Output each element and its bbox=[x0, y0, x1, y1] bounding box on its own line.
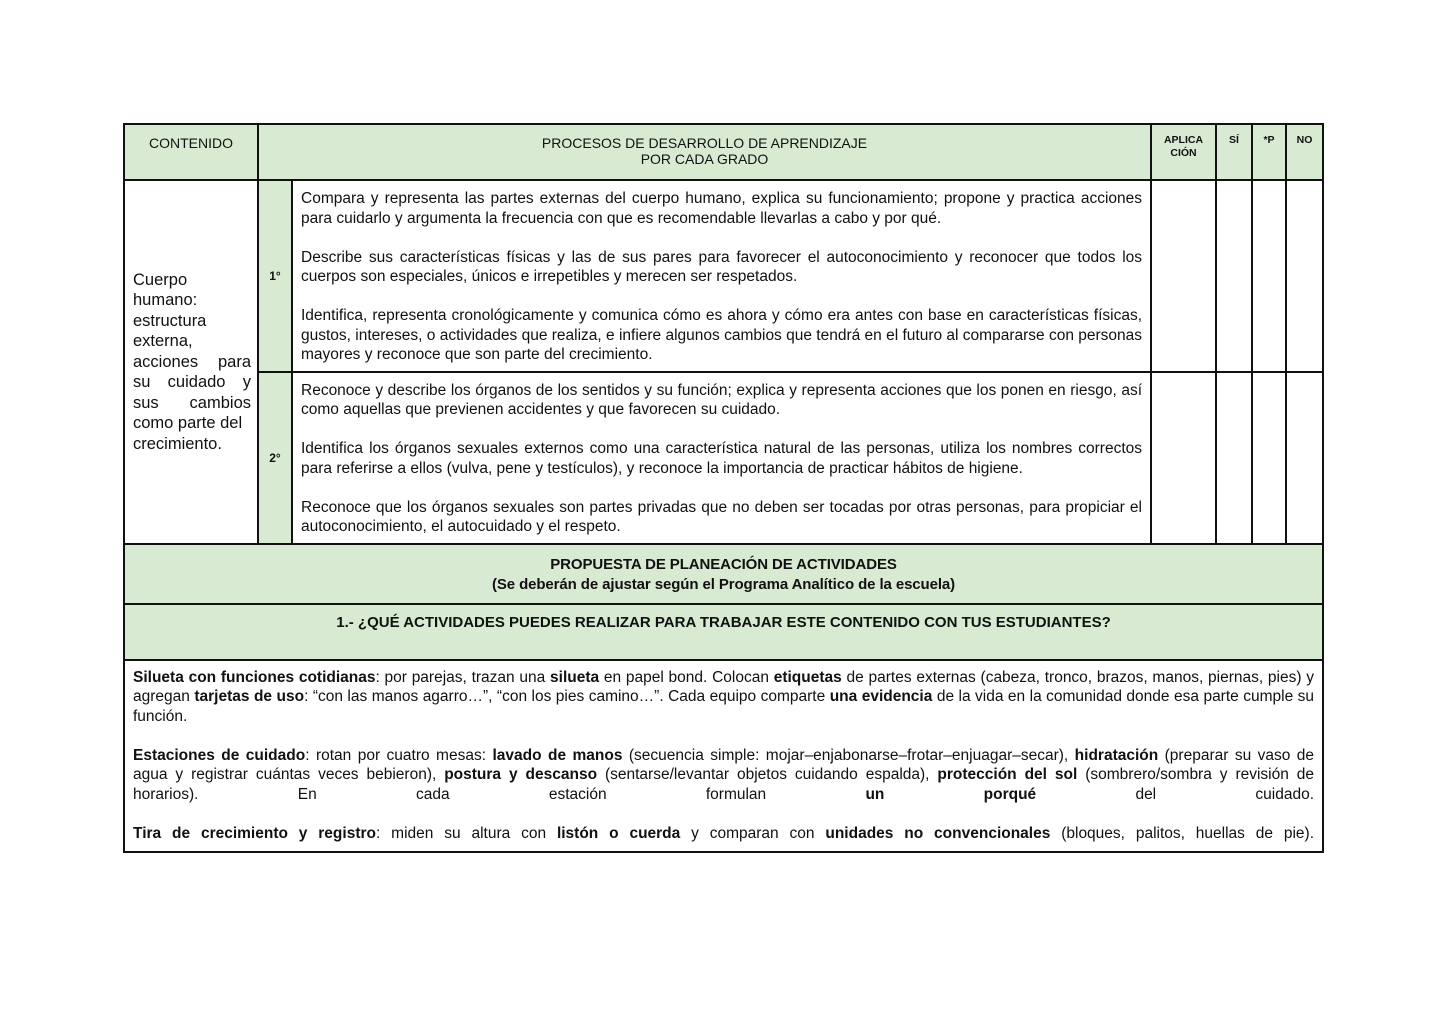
process-item: Compara y representa las partes externas del cuerpo humano, explica su funcionamiento; propone y practica acciones para cuidarlo y argumenta la frecuencia con que es recomendable llevarlas a cabo y por qué. bbox=[301, 190, 1143, 227]
header-p: *P bbox=[1252, 124, 1286, 180]
activity-text: : rotan por cuatro mesas: bbox=[305, 746, 493, 764]
activity-keyword: postura y descanso bbox=[444, 766, 598, 783]
header-aplicacion-line1: APLICA bbox=[1163, 134, 1204, 146]
processes-grade-1 bbox=[292, 180, 1151, 372]
activity-keyword: una evidencia bbox=[829, 688, 933, 705]
header-procesos-line2: POR CADA GRADO bbox=[640, 151, 769, 167]
activity-text: : por parejas, trazan una bbox=[375, 668, 551, 686]
aplicacion-cell-grade-1[interactable] bbox=[1151, 180, 1216, 372]
process-item: Reconoce que los órganos sexuales son partes privadas que no deben ser tocadas por otras personas, para propiciar el autoconocimiento, el autocuidado y el respeto. bbox=[301, 498, 1143, 535]
activity-text: (bloques, palitos, huellas de pie). bbox=[1050, 824, 1315, 842]
contenido-line: humano: bbox=[133, 291, 198, 309]
activity-keyword: tarjetas de uso bbox=[194, 688, 305, 705]
si-cell-grade-1[interactable] bbox=[1216, 180, 1252, 372]
planning-document bbox=[123, 123, 1322, 853]
activity-keyword: silueta bbox=[550, 668, 600, 686]
activity-keyword: etiquetas bbox=[773, 668, 842, 686]
planeacion-header bbox=[124, 544, 1323, 604]
contenido-cell bbox=[124, 180, 258, 544]
no-cell-grade-2[interactable] bbox=[1286, 372, 1323, 544]
activity-text: del cuidado. bbox=[1036, 785, 1315, 803]
activity-item bbox=[133, 746, 1314, 805]
contenido-line: externa, bbox=[133, 332, 193, 350]
activity-keyword: Silueta con funciones cotidianas bbox=[133, 668, 376, 686]
contenido-line: estructura bbox=[133, 311, 207, 330]
grade-label-1: 1° bbox=[258, 180, 292, 372]
contenido-line: su cuidado y bbox=[133, 373, 251, 391]
header-aplicacion-line2: CIÓN bbox=[1170, 147, 1197, 159]
planning-table bbox=[123, 123, 1324, 853]
activity-keyword: protección del sol bbox=[937, 766, 1078, 783]
header-no: NO bbox=[1286, 124, 1323, 180]
activity-item bbox=[133, 668, 1314, 727]
planeacion-title: PROPUESTA DE PLANEACIÓN DE ACTIVIDADES bbox=[550, 555, 897, 573]
activity-text: de partes externas (cabeza, tronco, brazos, manos, piernas, pies) y agregan bbox=[133, 668, 1314, 705]
grade-row-1 bbox=[124, 180, 1323, 372]
header-procesos bbox=[258, 124, 1151, 180]
grade-label-2: 2° bbox=[258, 372, 292, 544]
activity-text: en papel bond. Colocan bbox=[599, 668, 774, 686]
header-aplicacion bbox=[1151, 124, 1216, 180]
header-contenido: CONTENIDO bbox=[124, 124, 258, 180]
activities-cell bbox=[124, 660, 1323, 853]
activities-question: 1.- ¿QUÉ ACTIVIDADES PUEDES REALIZAR PARA TRABAJAR ESTE CONTENIDO CON TUS ESTUDIANTES? bbox=[124, 604, 1323, 660]
process-item: Reconoce y describe los órganos de los sentidos y su función; explica y representa acciones que los ponen en riesgo, así como aquellas que previenen accidentes y que favorecen su cuidado. bbox=[301, 381, 1143, 418]
header-row bbox=[124, 124, 1323, 180]
planeacion-subtitle: (Se deberán de ajustar según el Programa Analítico de la escuela) bbox=[491, 575, 956, 593]
activity-text: : miden su altura con bbox=[376, 824, 557, 842]
activity-text: : “con las manos agarro…”, “con los pies camino…”. Cada equipo comparte bbox=[304, 688, 830, 705]
planeacion-row bbox=[124, 544, 1323, 604]
grade-row-2 bbox=[124, 372, 1323, 544]
activity-text: (preparar su vaso de agua y registrar cuántas veces bebieron), bbox=[133, 746, 1315, 783]
header-procesos-line1: PROCESOS DE DESARROLLO DE APRENDIZAJE bbox=[541, 135, 868, 151]
activity-text: (sombrero/sombra y revisión de horarios). En cada estación formulan bbox=[133, 766, 1315, 803]
process-item: Describe sus características físicas y las de sus pares para favorecer el autoconocimiento y reconocer que todos los cuerpos son especiales, únicos e irrepetibles y merecen ser respetados. bbox=[301, 248, 1143, 285]
activity-keyword: Estaciones de cuidado bbox=[133, 746, 306, 764]
contenido-line: Cuerpo bbox=[133, 270, 188, 289]
header-si: SÍ bbox=[1216, 124, 1252, 180]
activity-keyword: listón o cuerda bbox=[556, 824, 681, 842]
activity-text: (secuencia simple: mojar–enjabonarse–frotar–enjuagar–secar), bbox=[622, 746, 1075, 764]
activity-text: y comparan con bbox=[680, 824, 826, 842]
process-item: Identifica los órganos sexuales externos como una característica natural de las personas, utiliza los nombres correctos para referirse a ellos (vulva, pene y testículos), y reconoce la importancia de practicar hábitos de higiene. bbox=[301, 440, 1143, 477]
contenido-line: crecimiento. bbox=[133, 434, 222, 453]
question-row bbox=[124, 604, 1323, 660]
activities-row bbox=[124, 660, 1323, 853]
process-item: Identifica, representa cronológicamente y comunica cómo es ahora y cómo era antes con base en características físicas, gustos, intereses, o actividades que realiza, e infiere algunos cambios que tendrá en el futuro al compararse con personas mayores y reconoce que son parte del crecimiento. bbox=[301, 307, 1143, 363]
no-cell-grade-1[interactable] bbox=[1286, 180, 1323, 372]
processes-grade-2 bbox=[292, 372, 1151, 544]
activity-item bbox=[133, 824, 1314, 844]
activity-keyword: lavado de manos bbox=[492, 746, 623, 764]
activity-keyword: un porqué bbox=[865, 785, 1037, 803]
activity-keyword: unidades no convencionales bbox=[825, 824, 1051, 842]
si-cell-grade-2[interactable] bbox=[1216, 372, 1252, 544]
contenido-line: acciones para bbox=[133, 352, 251, 371]
contenido-line: como parte del bbox=[133, 414, 243, 432]
aplicacion-cell-grade-2[interactable] bbox=[1151, 372, 1216, 544]
activity-text: (sentarse/levantar objetos cuidando espalda), bbox=[597, 766, 938, 783]
activity-text: de la vida en la comunidad donde esa parte cumple su función. bbox=[133, 688, 1315, 725]
activity-keyword: Tira de crecimiento y registro bbox=[133, 824, 376, 842]
p-cell-grade-1[interactable] bbox=[1252, 180, 1286, 372]
p-cell-grade-2[interactable] bbox=[1252, 372, 1286, 544]
activity-keyword: hidratación bbox=[1074, 746, 1159, 764]
contenido-line: sus cambios bbox=[133, 393, 251, 412]
